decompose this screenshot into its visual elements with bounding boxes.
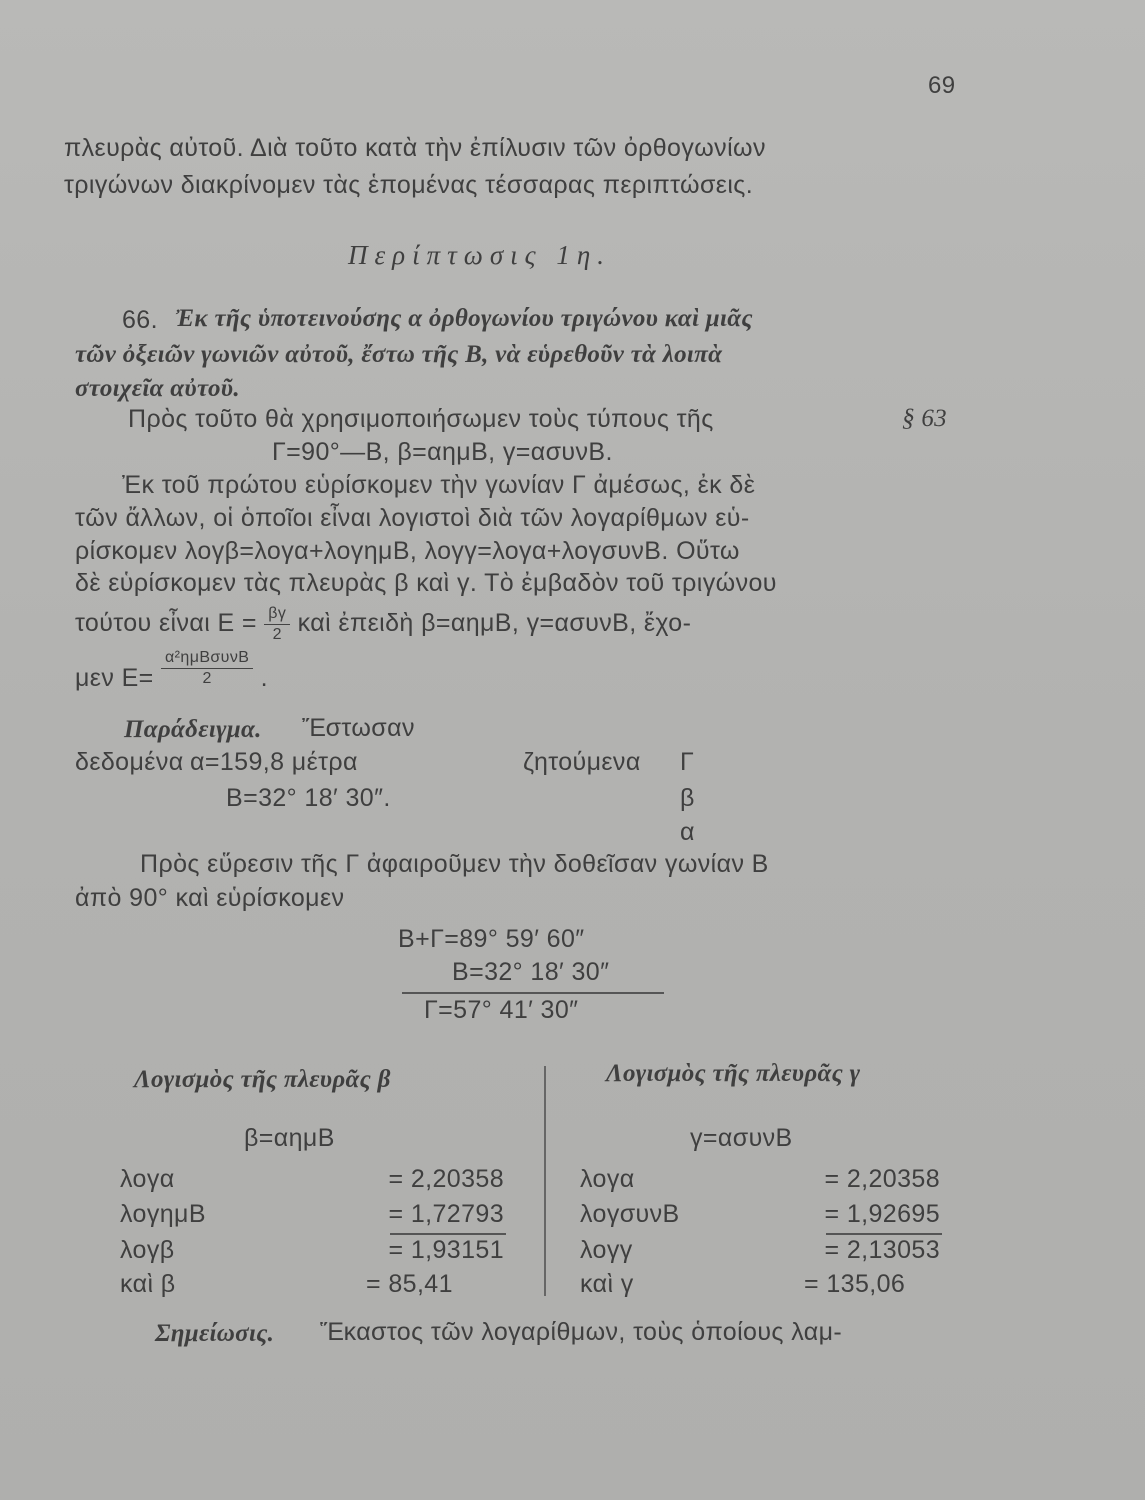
sought-label: ζητούμενα	[523, 748, 641, 776]
calc-b: Β=32° 18′ 30″	[452, 958, 610, 986]
body-line-3: Ἐκ τοῦ πρώτου εὑρίσκομεν τὴν γωνίαν Γ ἀμέσως, ἐκ δὲ	[122, 471, 756, 499]
right-row-value: = 135,06	[804, 1270, 906, 1298]
right-row-value: = 1,92695	[824, 1200, 940, 1228]
calc-sum: Β+Γ=89° 59′ 60″	[398, 925, 585, 953]
right-row-label: λογγ	[580, 1236, 633, 1264]
example-intro: Ἔστωσαν	[302, 714, 415, 742]
section-statement-line-2: τῶν ὀξειῶν γωνιῶν αὐτοῦ, ἔστω τῆς Β, νὰ εὑρεθοῦν τὰ λοιπὰ	[75, 341, 723, 368]
example-text-1: Πρὸς εὕρεσιν τῆς Γ ἀφαιροῦμεν τὴν δοθεῖσαν γωνίαν Β	[140, 850, 769, 878]
example-label: Παράδειγμα.	[124, 716, 262, 743]
given-side-a: α=159,8 μέτρα	[190, 748, 358, 776]
calc-gamma: Γ=57° 41′ 30″	[424, 996, 579, 1024]
left-formula: β=αημΒ	[244, 1124, 335, 1152]
area-formula-continuation: καὶ ἐπειδὴ β=αημΒ, γ=ασυνΒ, ἔχο-	[297, 609, 692, 638]
area-result-end: .	[260, 664, 269, 692]
fraction-denominator: 2	[202, 669, 212, 687]
section-statement-line-3: στοιχεῖα αὐτοῦ.	[75, 375, 240, 402]
fraction-denominator: 2	[272, 626, 282, 643]
body-line-5: ρίσκομεν λογβ=λογα+λογημΒ, λογγ=λογα+λογσυνΒ. Οὕτω	[75, 537, 740, 565]
fraction-area-result	[161, 650, 253, 687]
sought-beta: β	[680, 784, 695, 812]
sought-gamma: Γ	[680, 748, 695, 776]
given-angle-b: Β=32° 18′ 30″.	[226, 784, 391, 812]
intro-line-2: τριγώνων διακρίνομεν τὰς ἑπομένας τέσσαρας περιπτώσεις.	[64, 171, 754, 199]
left-row-value: = 85,41	[366, 1270, 453, 1298]
section-statement-line-1: Ἐκ τῆς ὑποτεινούσης α ὀρθογωνίου τριγώνου καὶ μιᾶς	[175, 305, 753, 332]
section-reference: § 63	[902, 405, 947, 432]
left-sum-rule	[390, 1233, 506, 1235]
right-row-value: = 2,13053	[824, 1236, 940, 1264]
right-row-value: = 2,20358	[824, 1165, 940, 1193]
fraction-bg-over-2	[264, 606, 290, 643]
body-line-7	[75, 606, 691, 643]
column-divider	[544, 1066, 546, 1296]
example-text-2: ἀπὸ 90° καὶ εὑρίσκομεν	[75, 884, 345, 912]
page-number: 69	[928, 72, 956, 99]
left-row-value: = 1,93151	[388, 1236, 504, 1264]
body-line-8	[75, 648, 269, 693]
note-label: Σημείωσις.	[155, 1320, 275, 1347]
area-formula-text: τούτου εἶναι Ε =	[75, 609, 257, 638]
body-line-1: Πρὸς τοῦτο θὰ χρησιμοποιήσωμεν τοὺς τύπους τῆς	[128, 405, 714, 433]
calc-underline	[402, 992, 664, 994]
note-text: Ἕκαστος τῶν λογαρίθμων, τοὺς ὁποίους λαμ-	[320, 1318, 843, 1346]
case-heading: Περίπτωσις 1η.	[348, 240, 612, 270]
formulas-line: Γ=90°—Β, β=αημΒ, γ=ασυνΒ.	[272, 438, 613, 466]
right-computation-title: Λογισμὸς τῆς πλευρᾶς γ	[606, 1060, 861, 1087]
left-row-value: = 1,72793	[388, 1200, 504, 1228]
left-computation-title: Λογισμὸς τῆς πλευρᾶς β	[134, 1066, 391, 1093]
right-formula: γ=ασυνΒ	[690, 1124, 793, 1152]
section-number: 66.	[122, 306, 158, 334]
left-row-label: καὶ β	[120, 1270, 176, 1298]
body-line-6: δὲ εὑρίσκομεν τὰς πλευρὰς β καὶ γ. Τὸ ἐμβαδὸν τοῦ τριγώνου	[75, 569, 777, 597]
area-result-text: μεν Ε=	[75, 664, 154, 692]
right-row-label: λογσυνΒ	[580, 1200, 680, 1228]
body-line-4: τῶν ἄλλων, οἱ ὁποῖοι εἶναι λογιστοὶ διὰ τῶν λογαρίθμων εὑ-	[75, 504, 750, 532]
sought-alpha: α	[680, 818, 695, 846]
intro-line-1: πλευρὰς αὐτοῦ. Διὰ τοῦτο κατὰ τὴν ἐπίλυσιν τῶν ὀρθογωνίων	[64, 134, 766, 162]
fraction-numerator: α²ημΒσυνΒ	[161, 650, 253, 669]
fraction-numerator: βγ	[264, 606, 290, 625]
left-row-label: λογα	[120, 1165, 175, 1193]
right-sum-rule	[826, 1233, 942, 1235]
given-label: δεδομένα	[75, 748, 184, 776]
left-row-label: λογημΒ	[120, 1200, 206, 1228]
left-row-label: λογβ	[120, 1236, 175, 1264]
right-row-label: καὶ γ	[580, 1270, 634, 1298]
left-row-value: = 2,20358	[388, 1165, 504, 1193]
right-row-label: λογα	[580, 1165, 635, 1193]
